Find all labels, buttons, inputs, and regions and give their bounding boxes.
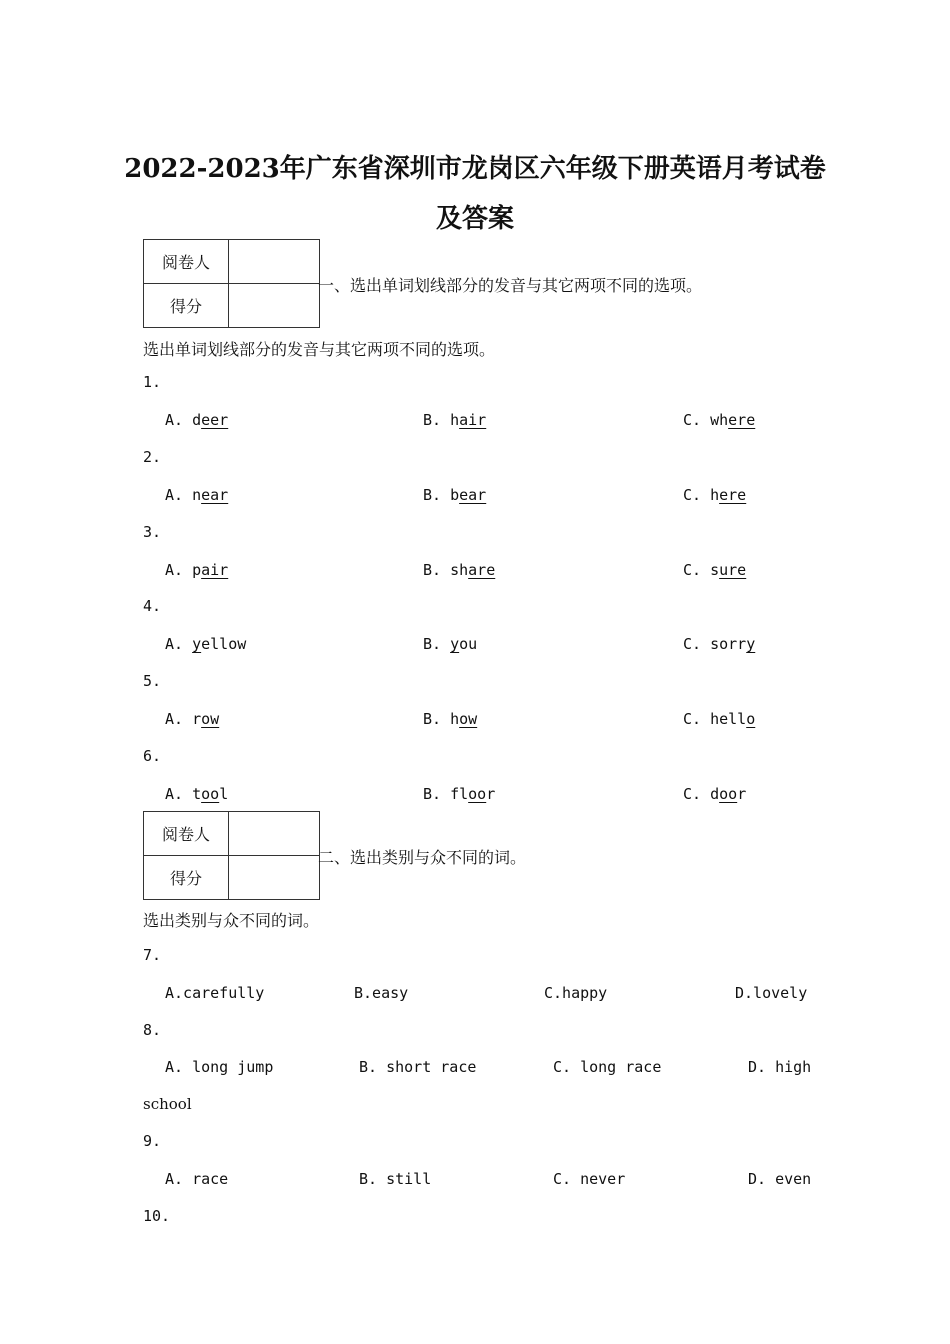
option-a <box>165 710 219 728</box>
question-number: 6. <box>143 747 162 765</box>
section-1-instruction: 选出单词划线部分的发音与其它两项不同的选项。 <box>143 340 496 359</box>
option-a <box>165 411 228 429</box>
option-b: B. short race <box>359 1058 477 1076</box>
underlined-letters: eer <box>201 411 229 429</box>
reviewer-label: 阅卷人 <box>144 240 229 284</box>
option-prefix: B. <box>423 635 451 654</box>
question-number: 3. <box>143 522 162 541</box>
score-field[interactable] <box>229 856 320 900</box>
reviewer-field[interactable] <box>229 812 320 856</box>
option-prefix: B. fl <box>423 785 469 803</box>
option-a <box>165 561 228 579</box>
option-c: C.happy <box>544 984 608 1002</box>
option-c <box>683 635 755 653</box>
option-a: A.carefully <box>165 984 265 1002</box>
question-number: 1. <box>143 373 162 391</box>
option-prefix: C. hell <box>683 710 747 729</box>
underlined-letters: y <box>450 635 460 654</box>
option-prefix: A. <box>165 635 193 654</box>
question-number: 8. <box>143 1021 162 1039</box>
score-box-1 <box>143 239 320 328</box>
underlined-letters: oo <box>468 785 487 803</box>
option-d-wrap: school <box>143 1095 192 1113</box>
underlined-letters: ear <box>201 485 229 504</box>
option-suffix: ellow <box>201 635 247 654</box>
option-prefix: C. h <box>683 485 720 504</box>
option-prefix: C. wh <box>683 411 729 429</box>
option-prefix: A. r <box>165 710 202 729</box>
score-box-2 <box>143 811 320 900</box>
option-d: D. high <box>748 1058 812 1076</box>
option-prefix: A. p <box>165 560 202 579</box>
underlined-letters: ere <box>719 485 747 504</box>
option-c <box>683 486 746 504</box>
option-a <box>165 635 246 653</box>
option-b <box>423 635 477 653</box>
option-prefix: A. t <box>165 785 202 803</box>
score-label: 得分 <box>144 856 229 900</box>
option-b <box>423 710 477 728</box>
question-number: 9. <box>143 1132 162 1150</box>
reviewer-label: 阅卷人 <box>144 812 229 856</box>
section-2-instruction: 选出类别与众不同的词。 <box>143 911 320 930</box>
question-number: 5. <box>143 672 162 691</box>
option-b <box>423 411 486 429</box>
underlined-letters: y <box>746 635 756 654</box>
underlined-letters: are <box>468 560 496 579</box>
section-1-heading: 一、选出单词划线部分的发音与其它两项不同的选项。 <box>318 276 703 295</box>
page-title-line-1: 2022-2023年广东省深圳市龙岗区六年级下册英语月考试卷 <box>124 154 826 184</box>
underlined-letters: oo <box>719 785 738 803</box>
option-suffix: l <box>219 785 229 803</box>
option-a <box>165 486 228 504</box>
option-b <box>423 785 495 803</box>
option-suffix: ou <box>459 635 478 654</box>
option-d: D. even <box>748 1170 812 1188</box>
option-prefix: C. s <box>683 560 720 579</box>
option-prefix: C. d <box>683 785 720 803</box>
section-2-heading: 二、选出类别与众不同的词。 <box>318 848 527 867</box>
question-number: 10. <box>143 1207 171 1225</box>
option-d: D.lovely <box>735 984 808 1002</box>
option-b: B. still <box>359 1170 432 1188</box>
underlined-letters: ow <box>201 710 220 729</box>
question-number: 2. <box>143 447 162 466</box>
underlined-letters: y <box>192 635 202 654</box>
option-b <box>423 486 486 504</box>
question-number: 4. <box>143 597 162 616</box>
score-field[interactable] <box>229 284 320 328</box>
option-a: A. race <box>165 1170 229 1188</box>
option-c <box>683 561 746 579</box>
option-b: B.easy <box>354 984 409 1002</box>
option-c: C. long race <box>553 1058 662 1076</box>
underlined-letters: air <box>201 560 229 579</box>
option-c <box>683 710 755 728</box>
reviewer-field[interactable] <box>229 240 320 284</box>
underlined-letters: ure <box>719 560 747 579</box>
option-suffix: r <box>486 785 496 803</box>
option-suffix: r <box>737 785 747 803</box>
underlined-letters: ere <box>728 411 756 429</box>
option-c <box>683 785 746 803</box>
underlined-letters: air <box>459 411 487 429</box>
option-c <box>683 411 755 429</box>
option-c: C. never <box>553 1170 626 1188</box>
option-prefix: A. n <box>165 485 202 504</box>
option-prefix: B. h <box>423 411 460 429</box>
option-prefix: C. sorr <box>683 635 747 654</box>
option-prefix: A. d <box>165 411 202 429</box>
option-a <box>165 785 228 803</box>
underlined-letters: ear <box>459 485 487 504</box>
option-prefix: B. b <box>423 485 460 504</box>
option-b <box>423 561 495 579</box>
underlined-letters: ow <box>459 710 478 729</box>
option-prefix: B. h <box>423 710 460 729</box>
option-a: A. long jump <box>165 1058 274 1076</box>
underlined-letters: oo <box>201 785 220 803</box>
underlined-letters: o <box>746 710 756 729</box>
question-number: 7. <box>143 946 162 964</box>
page-title-line-2: 及答案 <box>435 204 514 234</box>
option-prefix: B. sh <box>423 560 469 579</box>
score-label: 得分 <box>144 284 229 328</box>
